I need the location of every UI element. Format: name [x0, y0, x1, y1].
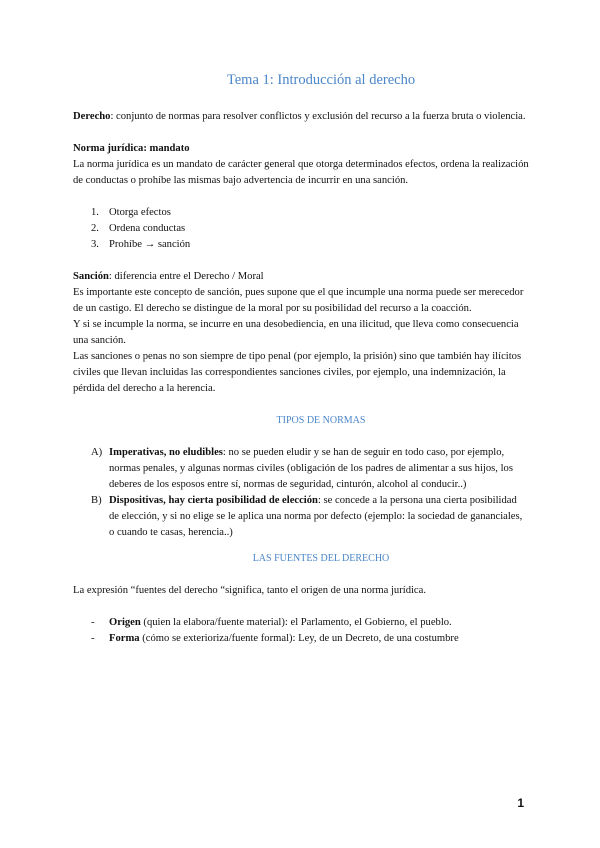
list-letter: A): [91, 447, 103, 458]
list-item: [73, 615, 529, 631]
document-page: [73, 72, 529, 647]
section-heading-fuentes: LAS FUENTES DEL DERECHO: [252, 553, 390, 564]
sancion-heading: [73, 269, 529, 285]
derecho-definition: [73, 109, 529, 125]
fuentes-list: [73, 615, 529, 647]
page-number: 1: [517, 796, 524, 810]
sancion-paragraph-2: Y si se incumple la norma, se incurre en una desobediencia, en una ilicitud, que lleva como consecuencia una sanción.: [73, 319, 519, 346]
norma-heading-rest: : mandato: [143, 143, 190, 154]
list-number: 3.: [91, 239, 99, 250]
list-letter: B): [91, 495, 102, 506]
fuentes-intro: La expresión “fuentes del derecho “significa, tanto el origen de una norma jurídica.: [73, 585, 426, 596]
list-text: (cómo se exterioriza/fuente formal): Ley, de un Decreto, de una costumbre: [139, 633, 459, 644]
list-text: : no se pueden eludir y se han de seguir en todo caso, por ejemplo, normas penales, y algunas normas civiles (obligación de los padres de alimentar a sus hijos, los deberes de los esposos entre sí, normas de seguridad, cinturón, alcohol al conducir..): [109, 447, 513, 490]
list-number: 1.: [91, 207, 99, 218]
list-text: Prohíbe → sanción: [109, 239, 191, 250]
list-number: 2.: [91, 223, 99, 234]
sancion-paragraph-1: Es importante este concepto de sanción, pues supone que el que incumple una norma puede ser merecedor de un castigo. El derecho se distingue de la moral por su posibilidad del recurso a la coacción.: [73, 287, 524, 314]
sancion-paragraph-3: Las sanciones o penas no son siempre de tipo penal (por ejemplo, la prisión) sino que también hay ilícitos civiles que llevan incluidas las correspondientes sanciones civiles, por ejemplo, una indemnización, la pérdida del derecho a la herencia.: [73, 351, 522, 394]
tipos-list: [73, 445, 529, 541]
document-title: Tema 1: Introducción al derecho: [226, 72, 416, 88]
norma-text: La norma jurídica es un mandato de carácter general que otorga determinados efectos, ordena la realización de conductas o prohíbe las mismas bajo advertencia de incurrir en una sanción.: [73, 159, 529, 186]
section-heading-tipos: TIPOS DE NORMAS: [276, 415, 366, 426]
list-dash: -: [91, 617, 95, 628]
list-item: [73, 493, 529, 541]
list-bold: Imperativas, no eludibles: [109, 447, 223, 458]
list-item: [73, 445, 529, 493]
list-bold: Forma: [109, 633, 140, 644]
list-bold: Dispositivas, hay cierta posibilidad de elección: [109, 495, 318, 506]
list-item: [73, 221, 529, 237]
list-item: [73, 237, 529, 253]
sancion-heading-rest: : diferencia entre el Derecho / Moral: [108, 271, 264, 282]
sancion-heading-bold: Sanción: [73, 271, 109, 282]
list-text: Otorga efectos: [109, 207, 171, 218]
derecho-text: : conjunto de normas para resolver conflictos y exclusión del recurso a la fuerza bruta o violencia.: [110, 111, 526, 122]
norma-heading-bold: Norma jurídica: [73, 143, 144, 154]
list-text: : se concede a la persona una cierta posibilidad de elección, y si no elige se le aplica una norma por defecto (ejemplo: la sociedad de gananciales, o cuando te casas, herencia..): [109, 495, 523, 538]
norma-heading: [73, 141, 529, 157]
list-text: Ordena conductas: [109, 223, 186, 234]
derecho-term: Derecho: [73, 111, 111, 122]
list-item: [73, 205, 529, 221]
list-item: [73, 631, 529, 647]
norma-list: [73, 205, 529, 253]
list-bold: Origen: [109, 617, 141, 628]
list-text: (quien la elabora/fuente material): el Parlamento, el Gobierno, el pueblo.: [140, 617, 452, 628]
list-dash: -: [91, 633, 95, 644]
